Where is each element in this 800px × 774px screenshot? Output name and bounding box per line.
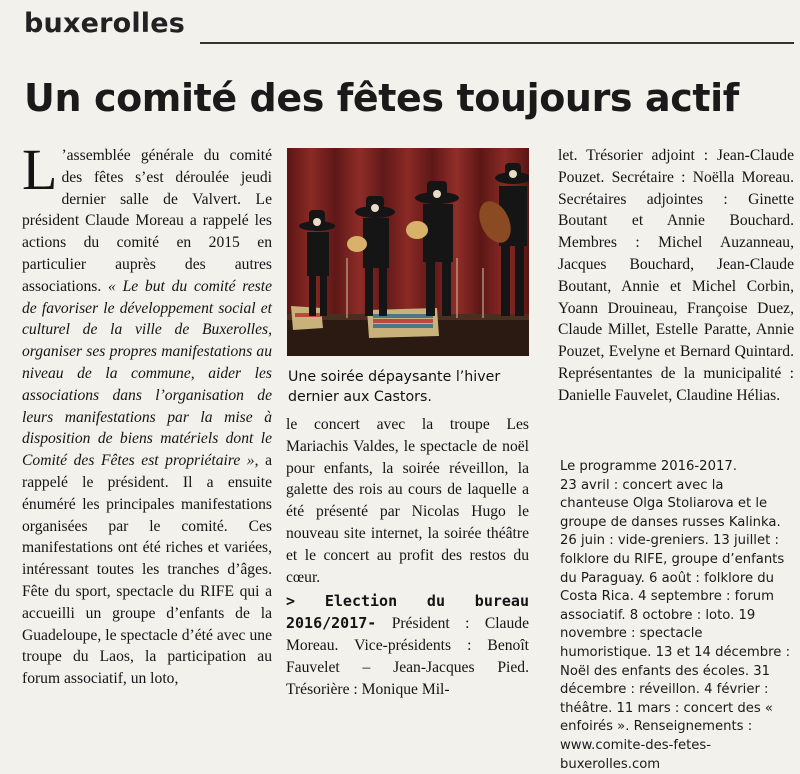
photo-caption: Une soirée dépaysante l’hiver dernier aux Castors. [288,369,501,405]
programme-body: 23 avril : concert avec la chanteuse Olga Stoliarova et le groupe de danses russes Kalinka. 26 juin : vide-greniers. 13 juillet : folklore du RIFE, groupe d’enfants du Paraguay. 6 août : folklore du Costa Rica. 4 septembre : forum associatif. 8 octobre : loto. 19 novembre : spectacle humoristique. 13 et 14 décembre : Noël des enfants des écoles. 31 décembre : réveillon. 4 février : théâtre. 11 mars : concert des « enfoirés ». Renseignements : www.comite-des-fetes-buxerolles.com [560,477,791,772]
mariachi-photo-illustration [287,148,529,356]
article-paragraph-events: le concert avec la troupe Les Mariachis Valdes, le spectacle de noël pour enfants, la soirée réveillon, la galette des rois au cours de laquelle a été présenté par Nicolas Hugo le nouveau site internet, la soirée théâtre et le concert au profit des restos du cœur. [286,416,529,586]
section-rule [200,42,794,44]
bureau-members-text: let. Trésorier adjoint : Jean-Claude Pouzet. Secrétaire : Noëlla Moreau. Secrétaires adjointes : Ginette Boutant et Annie Bouchard. Membres : Michel Auzanneau, Jacques Bouchard, Jean-Claude Boutant, Annie et Michel Corbin, Yoann Drouineau, Françoise Duez, Claude Millet, Estelle Paratte, Annie Pouzet, Evelyne et Bernard Quintard. Représentantes de la municipalité : Danielle Fauvelet, Claudine Hélias. [558,147,794,404]
election-heading: > Election du bureau 2016/2017- [286,592,529,633]
section-label: buxerolles [24,8,186,39]
article-column-2 [286,414,529,700]
article-quote: « Le but du comité reste de favoriser le développement social et culturel de la ville de Buxerolles, organiser ses propres manifestations au niveau de la commune, aider les associations dans l’organisation de leurs manifestations par la mise à disposition de biens matériels dont le Comité des Fêtes est propriétaire » [22,277,273,470]
programme-title: Le programme 2016-2017. [560,459,737,474]
article-column-3 [558,145,794,407]
headline: Un comité des fêtes toujours actif [24,76,739,120]
election-text: Président : Claude Moreau. Vice-présidents : Benoît Fauvelet – Jean-Jacques Pied. Trésorière : Monique Mil- [286,615,529,698]
drop-cap: L [22,137,58,202]
article-intro: ’assemblée générale du comité des fêtes s’est déroulée jeudi dernier salle de Valvert. Le président Claude Moreau a rappelé les actions du comité en 2015 en particulier auprès des autres associations. [22,147,272,295]
article-photo [287,148,529,356]
article-continuation: , a rappelé le président. Il a ensuite énuméré les principales manifestations organisées par le comité. Ces manifestations ont été riches et variées, intéressant toutes les tranches d’âges. Fête du sport, spectacle du RIFE qui a accueilli un groupe d’enfants de la Guadeloupe, le spectacle d’été avec une troupe du Laos, la participation au forum associatif, un loto, [22,452,272,688]
article-column-1 [22,137,273,690]
programme-box [560,458,796,774]
